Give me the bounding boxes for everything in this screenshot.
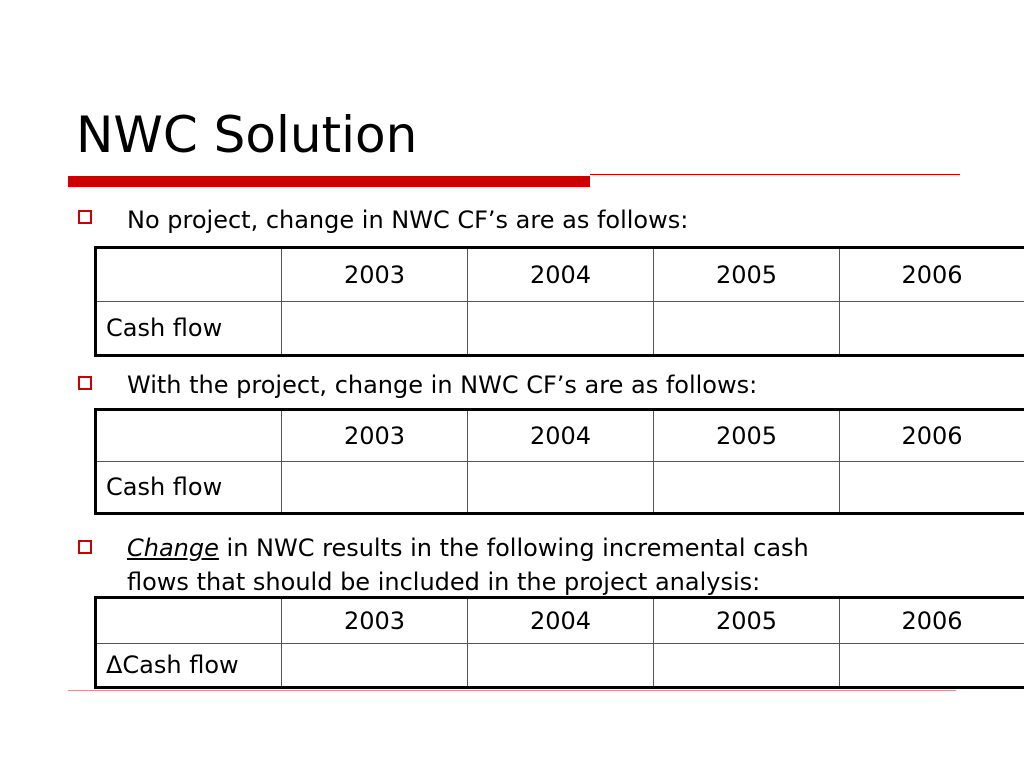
value-cell xyxy=(840,462,1024,514)
nwc-table-with-project xyxy=(94,408,1024,515)
bullet-text-no-project: No project, change in NWC CF’s are as follows: xyxy=(127,206,689,234)
slide-title: NWC Solution xyxy=(76,106,418,164)
table-header-row xyxy=(96,248,1024,302)
bullet-text-with-project: With the project, change in NWC CF’s are as follows: xyxy=(127,371,758,399)
table-corner-cell xyxy=(96,410,282,462)
year-cell: 2005 xyxy=(654,598,840,644)
value-cell xyxy=(282,302,468,356)
value-cell xyxy=(654,462,840,514)
year-cell: 2003 xyxy=(282,598,468,644)
title-underline-thick xyxy=(68,176,590,187)
square-bullet-icon xyxy=(78,540,92,554)
value-cell xyxy=(840,302,1024,356)
title-underline-thin xyxy=(590,174,960,175)
table-header-row xyxy=(96,598,1024,644)
row-label-cell: Cash flow xyxy=(96,462,282,514)
change-emphasis: Change xyxy=(127,534,219,562)
nwc-table-no-project xyxy=(94,246,1024,357)
year-cell: 2006 xyxy=(840,598,1024,644)
value-cell xyxy=(654,302,840,356)
square-bullet-icon xyxy=(78,376,92,390)
table-header-row xyxy=(96,410,1024,462)
year-cell: 2004 xyxy=(468,410,654,462)
year-cell: 2005 xyxy=(654,410,840,462)
value-cell xyxy=(282,644,468,688)
value-cell xyxy=(282,462,468,514)
table-corner-cell xyxy=(96,598,282,644)
bullet-text-line1-rest: in NWC results in the following incremental cash xyxy=(218,534,809,562)
year-cell: 2003 xyxy=(282,410,468,462)
year-cell: 2004 xyxy=(468,248,654,302)
value-cell xyxy=(468,302,654,356)
value-cell xyxy=(468,462,654,514)
table-row xyxy=(96,644,1024,688)
year-cell: 2006 xyxy=(840,248,1024,302)
bullet-text-incremental-line1 xyxy=(127,531,809,565)
value-cell xyxy=(654,644,840,688)
row-label-cell: Cash flow xyxy=(96,302,282,356)
value-cell xyxy=(468,644,654,688)
footer-divider xyxy=(68,690,956,691)
bullet-text-incremental-line2: flows that should be included in the project analysis: xyxy=(127,568,761,596)
row-label-cell: ΔCash flow xyxy=(96,644,282,688)
year-cell: 2004 xyxy=(468,598,654,644)
year-cell: 2006 xyxy=(840,410,1024,462)
year-cell: 2005 xyxy=(654,248,840,302)
nwc-table-incremental xyxy=(94,596,1024,689)
value-cell xyxy=(840,644,1024,688)
table-corner-cell xyxy=(96,248,282,302)
table-row xyxy=(96,462,1024,514)
square-bullet-icon xyxy=(78,210,92,224)
year-cell: 2003 xyxy=(282,248,468,302)
table-row xyxy=(96,302,1024,356)
